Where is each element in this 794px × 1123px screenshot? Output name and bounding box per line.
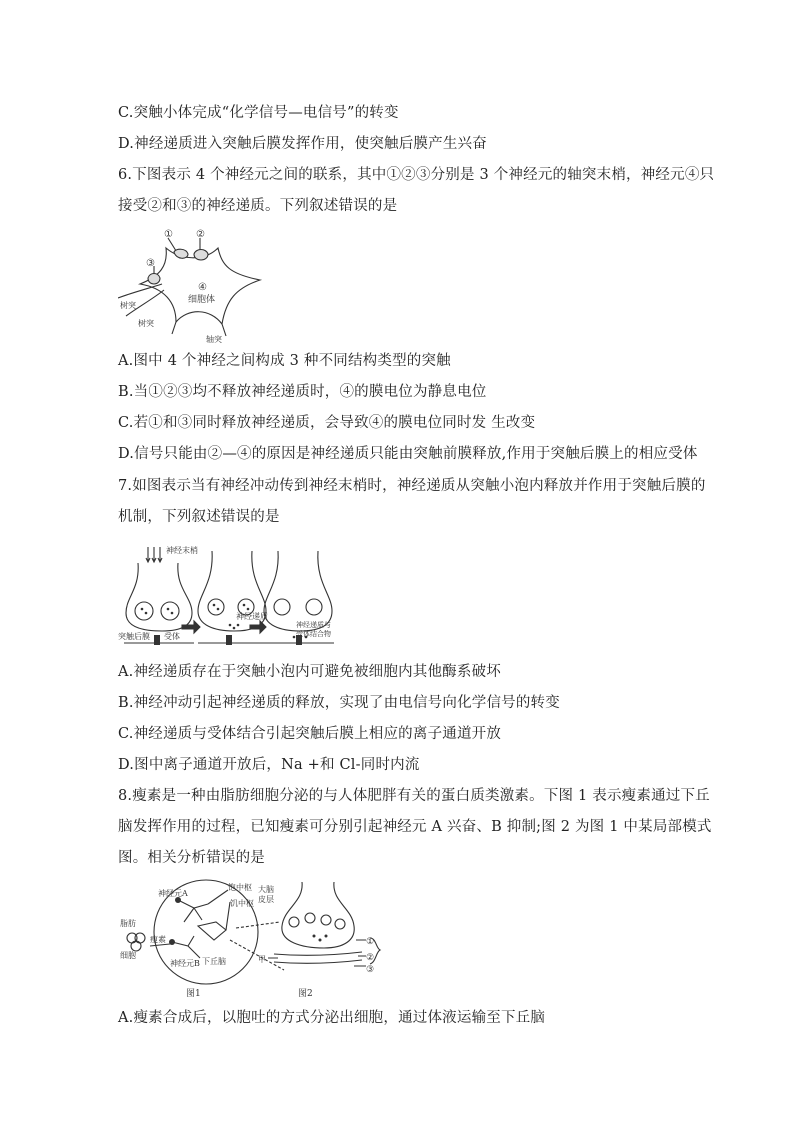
q7-option-c: C.神经递质与受体结合引起突触后膜上相应的离子通道开放 bbox=[118, 726, 502, 742]
neuron-a bbox=[178, 900, 208, 922]
label-dendrite-2: 树突 bbox=[138, 319, 154, 328]
label-hunger-center: 饥中枢 bbox=[230, 899, 254, 908]
label-m3: ③ bbox=[366, 965, 375, 975]
q8-stem-3: 图。相关分析错误的是 bbox=[118, 850, 265, 866]
label-neuron-b: 神经元B bbox=[170, 959, 200, 968]
q7-stem-1: 7.如图表示当有神经冲动传到神经末梢时，神经递质从突触小泡内释放并作用于突触后膜的 bbox=[118, 478, 706, 494]
q8-option-a: A.瘦素合成后，以胞吐的方式分泌出细胞，通过体液运输至下丘脑 bbox=[118, 1010, 546, 1026]
q6-option-b: B.当①②③均不释放神经递质时，④的膜电位为静息电位 bbox=[118, 384, 487, 400]
terminal-1 bbox=[126, 563, 192, 631]
label-transmitter: 神经递质 bbox=[236, 612, 268, 621]
q8-stem-2: 脑发挥作用的过程，已知瘦素可分别引起神经元 A 兴奋、B 抑制;图 2 为图 1 中某局部模式 bbox=[118, 819, 712, 835]
label-m1: ① bbox=[366, 937, 375, 947]
synapse-terminal bbox=[282, 882, 354, 948]
label-cortex-2: 皮层 bbox=[258, 895, 274, 904]
label-m2: ② bbox=[366, 953, 375, 963]
option-c-prev: C.突触小体完成“化学信号—电信号”的转变 bbox=[118, 105, 399, 121]
q7-stem-2: 机制，下列叙述错误的是 bbox=[118, 509, 280, 525]
q6-option-a: A.图中 4 个神经之间构成 3 种不同结构类型的突触 bbox=[118, 353, 451, 369]
membrane-top bbox=[274, 952, 362, 955]
impulse-arrows bbox=[146, 547, 162, 562]
label-hypothalamus: 下丘脑 bbox=[202, 957, 226, 966]
label-dendrite-1: 树突 bbox=[120, 301, 136, 310]
q6-option-c: C.若①和③同时释放神经递质，会导致④的膜电位同时发 生改变 bbox=[118, 415, 536, 431]
label-satiety-center: 饱中枢 bbox=[228, 883, 252, 892]
terminal-3 bbox=[264, 551, 332, 631]
label-jia: 甲 bbox=[258, 955, 266, 964]
q6-stem-1: 6.下图表示 4 个神经元之间的联系，其中①②③分别是 3 个神经元的轴突末梢，神经元④只 bbox=[118, 167, 715, 183]
label-fat-1: 脂肪 bbox=[120, 919, 136, 928]
callout bbox=[230, 922, 284, 970]
label-complex-1: 神经递质与 bbox=[296, 621, 331, 629]
label-4: ④ bbox=[198, 282, 207, 293]
neuron-c bbox=[198, 922, 226, 940]
figure-neurons bbox=[118, 226, 266, 344]
q6-stem-2: 接受②和③的神经递质。下列叙述错误的是 bbox=[118, 198, 398, 214]
knob-3 bbox=[148, 274, 160, 285]
label-fat-2: 细胞 bbox=[120, 951, 136, 960]
option-d-prev: D.神经递质进入突触后膜发挥作用，使突触后膜产生兴奋 bbox=[118, 136, 487, 152]
label-leptin: 瘦素 bbox=[150, 935, 166, 944]
figure-leptin bbox=[118, 878, 388, 1000]
step-arrow-2 bbox=[250, 621, 266, 633]
knob-2 bbox=[194, 250, 208, 261]
figure-transmitter-release bbox=[118, 543, 340, 651]
label-nerve-ending: 神经末梢 bbox=[166, 546, 198, 555]
label-3: ③ bbox=[146, 258, 155, 269]
label-postsyn-membrane: 突触后膜 bbox=[118, 632, 150, 641]
membrane-bottom bbox=[274, 960, 362, 963]
step-arrow-1 bbox=[182, 621, 200, 633]
label-1: ① bbox=[164, 229, 173, 240]
label-cortex-1: 大脑 bbox=[258, 885, 274, 894]
label-receptor: 受体 bbox=[164, 632, 180, 641]
label-neuron-a: 神经元A bbox=[158, 889, 188, 898]
label-axon: 轴突 bbox=[206, 335, 222, 344]
knob-1 bbox=[174, 249, 188, 258]
caption-fig2: 图2 bbox=[298, 989, 313, 999]
dendrite-lines bbox=[118, 284, 226, 336]
caption-fig1: 图1 bbox=[186, 989, 201, 999]
label-2: ② bbox=[196, 229, 205, 240]
q6-option-d: D.信号只能由②—④的原因是神经递质只能由突触前膜释放,作用于突触后膜上的相应受体 bbox=[118, 446, 698, 462]
label-cell-body: 细胞体 bbox=[188, 295, 216, 305]
neuron-b bbox=[172, 936, 200, 958]
label-complex-2: 受体结合物 bbox=[296, 630, 331, 638]
q7-option-a: A.神经递质存在于突触小泡内可避免被细胞内其他酶系破坏 bbox=[118, 664, 501, 680]
q7-option-d: D.图中离子通道开放后，Na +和 Cl-同时内流 bbox=[118, 757, 420, 773]
q7-option-b: B.神经冲动引起神经递质的释放，实现了由电信号向化学信号的转变 bbox=[118, 695, 560, 711]
q8-stem-1: 8.瘦素是一种由脂肪细胞分泌的与人体肥胖有关的蛋白质类激素。下图 1 表示瘦素通过下丘 bbox=[118, 788, 710, 804]
